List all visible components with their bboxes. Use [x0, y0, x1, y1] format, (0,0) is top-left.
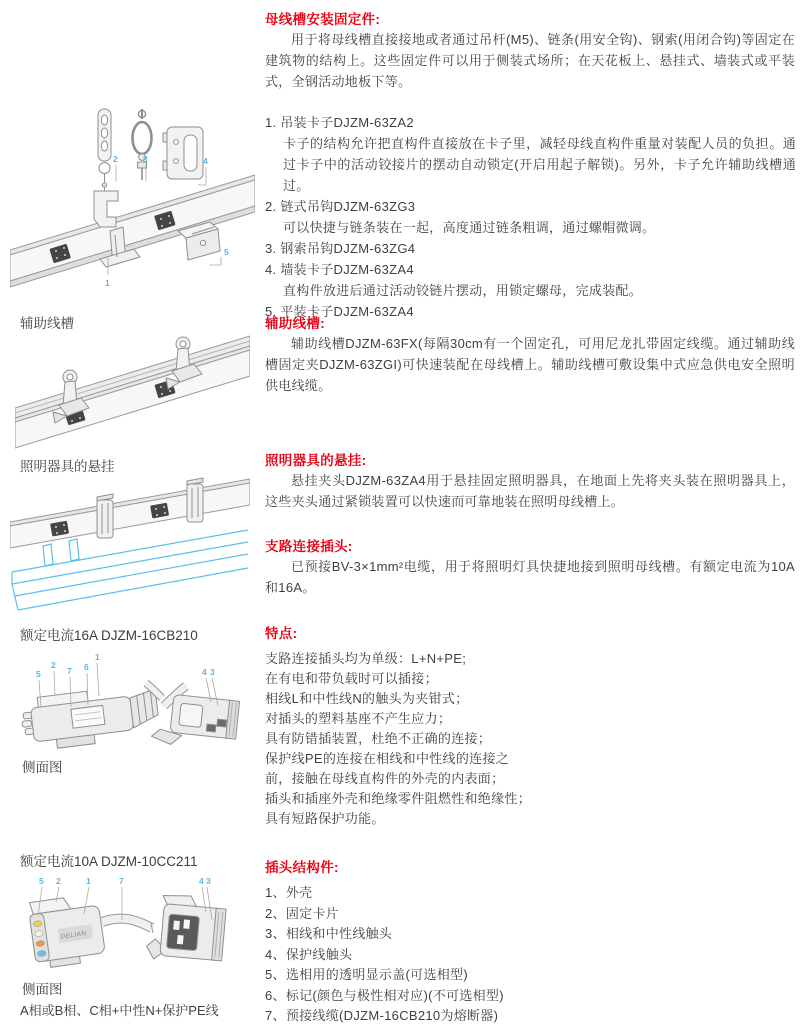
callout-5: 5 [36, 669, 41, 679]
label-plug-16a: 额定电流16A DJZM-16CB210 [20, 628, 198, 643]
figure-lighting-suspension [10, 474, 250, 612]
plug-parts-list [265, 883, 796, 1027]
brand-logo: DELIAN [60, 930, 87, 941]
luminaire-outline [12, 530, 248, 610]
fixture-item-4 [265, 259, 796, 301]
callout-1: 1 [95, 652, 100, 662]
plug-part-item: 2、固定卡片 [265, 905, 340, 921]
feature-line: 插头和插座外壳和绝缘零件阻燃性和绝缘性； [265, 791, 532, 806]
plug-part-item: 6、标记(颜色与极性相对应)(不可选相型) [265, 987, 504, 1003]
callout-7: 7 [119, 876, 124, 886]
features-list [265, 649, 796, 829]
feature-line: 具有防错插装置，杜绝不正确的连接； [265, 731, 492, 746]
callout-4: 4 [202, 667, 207, 677]
callout-5: 5 [224, 247, 229, 257]
label-lighting-suspension: 照明器具的悬挂 [20, 459, 115, 474]
fixture-item-desc: 可以快捷与链条装在一起，高度通过链条粗调，通过螺帽微调。 [283, 220, 656, 235]
plug-part-item: 5、选相用的透明显示盖(可选相型) [265, 967, 468, 982]
rope-hook-icon [133, 109, 152, 180]
lighting-suspension-illustration [10, 474, 250, 612]
fixtures-list [265, 112, 796, 322]
callout-2: 2 [51, 660, 56, 670]
para-branch-plug: 已预接BV-3×1mm²电缆，用于将照明灯具快捷地接到照明母线槽。有额定电流为10A和16A。 [265, 559, 795, 595]
callout-7: 7 [67, 666, 72, 676]
plug-part-item: 4、保护线触头 [265, 946, 353, 962]
feature-line: 前，接触在母线直构件的外壳的内表面； [265, 771, 505, 786]
busbar-fixtures-illustration [10, 105, 255, 300]
chain-hanger-icon [94, 109, 118, 227]
callout-5: 5 [39, 876, 44, 886]
callout-2: 2 [56, 876, 61, 886]
feature-line: 保护线PE的连接在相线和中性线的连接之 [265, 751, 510, 766]
plug-10a-illustration [10, 872, 250, 974]
callout-6: 6 [84, 662, 89, 672]
heading-plug-parts: 插头结构件: [265, 860, 339, 875]
fixture-item-desc: 卡子的结构允许把直构件直接放在卡子里，减轻母线直构件重量对装配人员的负担。通过卡子中的活动铰接片的摆动自动锁定(开启用起子解锁)。另外，卡子允许辅助线槽通过。 [283, 136, 796, 193]
para-lighting-suspension: 悬挂夹头DJZM-63ZA4用于悬挂固定照明器具，在地面上先将夹头装在照明器具上，这些夹头通过紧锁装置可以快速而可靠地装在照明母线槽上。 [265, 473, 795, 509]
busbar-duct [10, 479, 250, 548]
heading-aux-trunking: 辅助线槽: [265, 316, 325, 331]
callout-3: 3 [143, 154, 148, 164]
fixture-item-1 [265, 112, 796, 196]
plug-16a-illustration [12, 650, 247, 762]
fixture-item-label: 1. 吊装卡子DJZM-63ZA2 [265, 115, 414, 130]
fixture-item-3 [265, 238, 796, 259]
heading-branch-plug: 支路连接插头: [265, 539, 353, 554]
fixture-item-desc: 直构件放进后通过活动铰链片摆动，用锁定螺母，完成装配。 [283, 283, 643, 298]
feature-line: 对插头的塑料基座不产生应力； [265, 711, 452, 726]
suspension-clamp-right [187, 478, 203, 522]
fixture-item-label: 3. 钢索吊钩DJZM-63ZG4 [265, 241, 416, 256]
plug-part-item: 7、预接线缆(DJZM-16CB210为熔断器) [265, 1008, 499, 1023]
para-mounting-fixtures: 用于将母线槽直接接地或者通过吊杆(M5)、链条(用安全钩)、钢索(用闭合钩)等固定在建筑物的结构上。这些固定件可以用于侧装式场所；在天花板上、悬挂式、墙装式或平装式，全钢活动地板下等。 [265, 32, 795, 89]
plug10-right-body [146, 892, 227, 964]
callout-3: 3 [206, 876, 211, 886]
label-aux-trunking: 辅助线槽 [20, 316, 74, 331]
label-side-view-1: 侧面图 [22, 760, 63, 775]
label-phase-config: A相或B相、C相+中性N+保护PE线 [20, 1003, 219, 1018]
feature-line: 相线L和中性线N的触头为夹钳式； [265, 691, 469, 706]
para-aux-trunking: 辅助线槽DJZM-63FX(每隔30cm有一个固定孔，可用尼龙扎带固定线缆。通过辅助线槽固定夹DJZM-63ZGI)可快速装配在母线槽上。辅助线槽可敷设集中式应急供电安全照明供电线缆。 [265, 336, 795, 393]
suspension-clamp-left [97, 494, 113, 538]
callout-4: 4 [203, 156, 208, 166]
callout-3: 3 [210, 667, 215, 677]
plug-part-item: 3、相线和中性线触头 [265, 926, 393, 941]
callout-4: 4 [199, 876, 204, 886]
callout-1: 1 [105, 278, 110, 288]
figure-mounting-fixtures [10, 105, 255, 300]
figure-plug-16a [12, 650, 247, 762]
heading-lighting-suspension: 照明器具的悬挂: [265, 453, 367, 468]
heading-features: 特点: [265, 626, 298, 641]
feature-line: 支路连接插头均为单级：L+N+PE; [265, 651, 467, 666]
wall-clamp-icon [163, 127, 203, 179]
plug16-left-body [19, 683, 160, 752]
figure-plug-10a [10, 872, 250, 974]
fixture-item-2 [265, 196, 796, 238]
aux-trunking-illustration [15, 330, 250, 452]
fixture-item-label: 4. 墙装卡子DJZM-63ZA4 [265, 262, 414, 277]
label-plug-10a: 额定电流10A DJZM-10CC211 [20, 854, 198, 869]
figure-aux-trunking [15, 330, 250, 452]
heading-mounting-fixtures: 母线槽安装固定件: [265, 12, 381, 27]
callout-1: 1 [86, 876, 91, 886]
label-side-view-2: 侧面图 [22, 982, 63, 997]
feature-line: 具有短路保护功能。 [265, 811, 385, 826]
plug-part-item: 1、外壳 [265, 885, 313, 900]
callout-2: 2 [113, 154, 118, 164]
feature-line: 在有电和带负载时可以插接； [265, 671, 438, 686]
fixture-item-label: 2. 链式吊钩DJZM-63ZG3 [265, 199, 416, 214]
fixture-item-label: 5. 平装卡子DJZM-63ZA4 [265, 304, 414, 319]
